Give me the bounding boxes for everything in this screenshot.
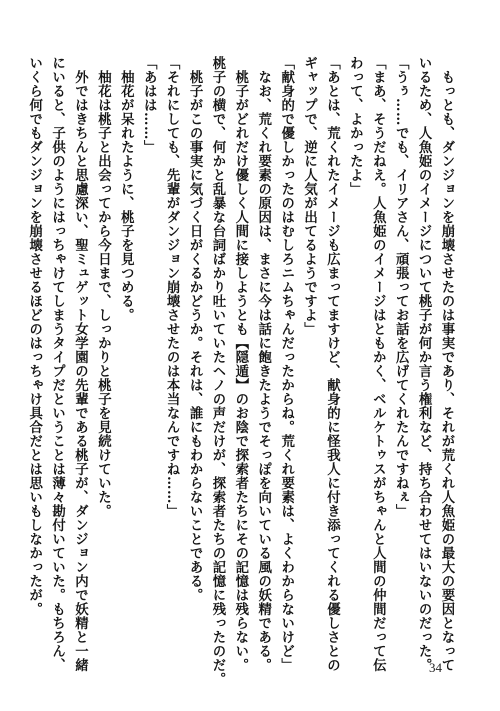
text-line: にいると、子供のようにはっちゃけてしまうタイプだということは薄々勘付いていた。もちろん、 <box>49 56 66 672</box>
text-line: 「あとは、荒くれたイメージも広まってますけど、献身的に怪我人に付き添ってくれる優しさとの <box>324 56 341 672</box>
text-line: 「献身的で優しかったのはむしろニムちゃんだったからね。荒くれ要素は、よくわからないけど」 <box>278 56 295 672</box>
text-line: 柚花が呆れたように、桃子を見つめる。 <box>118 56 135 322</box>
text-line: 外ではきちんと思慮深い、聖ミュゲット女学園の先輩である桃子が、ダンジョン内で妖精と一緒 <box>72 56 89 672</box>
text-line: ギャップで、逆に人気が出てるようですよ」 <box>301 56 318 336</box>
text-line: 「まあ、そうだねえ。人魚姫のイメージはともかく、ベルケトゥスがちゃんと人間の仲間だって伝 <box>370 56 387 672</box>
text-line: もっとも、ダンジョンを崩壊させたのは事実であり、それが荒くれ人魚姫の最大の要因となって <box>439 56 455 672</box>
text-line: 桃子がどれだけ優しく人間に接しようとも【隠遁】のお陰で探索者たちにその記憶は残らない。 <box>232 56 249 672</box>
page-number: 34 <box>429 660 442 675</box>
text-line: なお、荒くれ要素の原因は、まさに今は話に飽きたようでそっぽを向いている風の妖精である。 <box>255 56 272 672</box>
text-line: 柚花は桃子と出会ってから今日まで、しっかりと桃子を見続けていた。 <box>95 56 112 518</box>
text-line: わって、よかったよ」 <box>347 56 364 196</box>
text-line: 「あはは……」 <box>141 56 158 154</box>
text-line: 「それにしても、先輩がダンジョン崩壊させたのは本当なんですね……」 <box>164 56 181 518</box>
text-line: 「うぅ……でも、イリアさん、頑張ってお話を広げてくれたんですねぇ」 <box>393 56 410 518</box>
text-line: いくら何でもダンジョンを崩壊させるほどのはっちゃけ具合だとは思いもしなかったが。 <box>26 56 43 616</box>
text-line: 桃子の横で、何かと乱暴な台詞ばかり吐いていたヘノの声だけが、探索者たちの記憶に残ったのだ。 <box>209 56 226 686</box>
text-line: いるため、人魚姫のイメージについて桃子が何か言う権利など、持ち合わせてはいないのだった。 <box>416 56 433 672</box>
text-line: 桃子がこの事実に気づく日がくるかどうか。それは、誰にもわからないことである。 <box>187 56 204 602</box>
